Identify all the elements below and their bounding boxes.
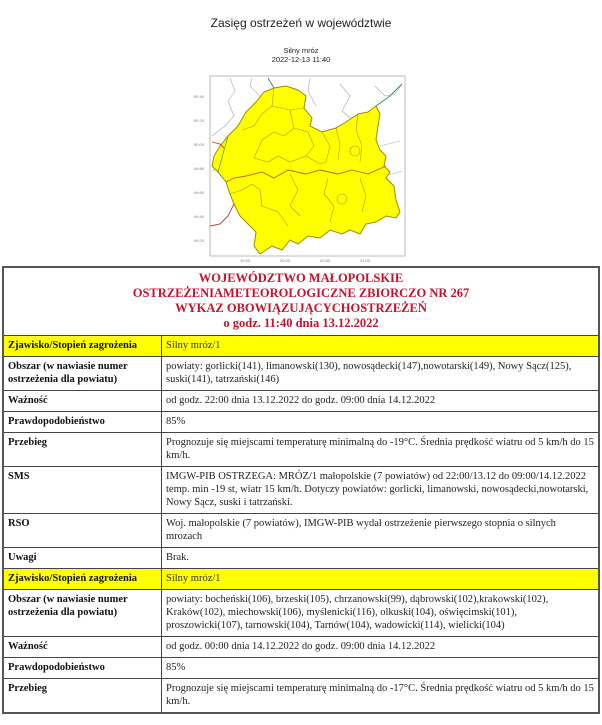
header-voivodeship: WOJEWÓDZTWO MAŁOPOLSKIE xyxy=(198,271,404,285)
warning-map xyxy=(190,66,415,266)
rso-value: Woj. małopolskie (7 powiatów), IMGW-PIB wydał ostrzeżenie pierwszego stopnia o silnych mrozach xyxy=(162,514,600,548)
header-bulletin: OSTRZEŻENIAMETEOROLOGICZNE ZBIORCZO NR 267 xyxy=(132,286,470,300)
course-label: Przebieg xyxy=(3,679,162,714)
table-row xyxy=(3,467,599,514)
table-header xyxy=(3,267,599,336)
table-row xyxy=(3,637,599,658)
table-row xyxy=(3,679,599,714)
area-label: Obszar (w nawiasie numer ostrzeżenia dla powiatu) xyxy=(3,590,162,637)
lon-ticks xyxy=(240,258,371,263)
svg-text:50.40: 50.40 xyxy=(194,94,205,99)
area-value: powiaty: gorlicki(141), limanowski(130), nowosądecki(147),nowotarski(149), Nowy Sącz(125), suski(141), tatrzański(146) xyxy=(162,357,600,391)
header-time: o godz. 11:40 dnia 13.12.2022 xyxy=(223,316,379,330)
map-subtitle xyxy=(0,46,602,64)
svg-text:49.80: 49.80 xyxy=(194,166,205,171)
table-row xyxy=(3,412,599,433)
area-label: Obszar (w nawiasie numer ostrzeżenia dla powiatu) xyxy=(3,357,162,391)
table-row xyxy=(3,590,599,637)
table-row xyxy=(3,514,599,548)
svg-text:50.00: 50.00 xyxy=(194,142,205,147)
warnings-table xyxy=(2,266,600,714)
sms-value: IMGW-PIB OSTRZEGA: MRÓZ/1 małopolskie (7 powiatów) od 22:00/13.12 do 09:00/14.12.2022 temp. min -19 st, wiatr 15 km/h. Dotyczy powiatów: gorlicki, limanowski, nowosądecki,nowotarski, Nowy Sącz, suski i tatrzański. xyxy=(162,467,600,514)
phenomenon-label: Zjawisko/Stopień zagrożenia xyxy=(3,336,162,357)
svg-text:20.50: 20.50 xyxy=(320,258,331,263)
map-title: Zasięg ostrzeżeń w województwie xyxy=(210,16,392,30)
header-list: WYKAZ OBOWIĄZUJĄCYCHOSTRZEŻEŃ xyxy=(175,301,427,315)
probability-value: 85% xyxy=(162,658,600,679)
validity-label: Ważność xyxy=(3,391,162,412)
validity-value: od godz. 22:00 dnia 13.12.2022 do godz. 09:00 dnia 14.12.2022 xyxy=(162,391,600,412)
svg-text:20.00: 20.00 xyxy=(280,258,291,263)
validity-label: Ważność xyxy=(3,637,162,658)
map-datetime: 2022-12-13 11:40 xyxy=(271,55,331,64)
table-row xyxy=(3,357,599,391)
area-value: powiaty: bocheński(106), brzeski(105), chrzanowski(99), dąbrowski(102),krakowski(102), Kraków(102), miechowski(106), myślenicki(116), olkuski(104), oświęcimski(101), proszowicki(107), tarnowski(104), Tarnów(104), wadowicki(114), wielicki(104) xyxy=(162,590,600,637)
notes-label: Uwagi xyxy=(3,548,162,569)
map-phenomenon: Silny mróz xyxy=(283,46,319,55)
table-row xyxy=(3,569,599,590)
probability-value: 85% xyxy=(162,412,600,433)
svg-text:49.20: 49.20 xyxy=(194,238,205,243)
table-row xyxy=(3,391,599,412)
phenomenon-label: Zjawisko/Stopień zagrożenia xyxy=(3,569,162,590)
sms-label: SMS xyxy=(3,467,162,514)
phenomenon-value: Silny mróz/1 xyxy=(162,336,600,357)
svg-text:50.20: 50.20 xyxy=(194,118,205,123)
rso-label: RSO xyxy=(3,514,162,548)
map-svg xyxy=(190,66,415,266)
lat-ticks xyxy=(194,94,205,243)
course-label: Przebieg xyxy=(3,433,162,467)
course-value: Prognozuje się miejscami temperaturę minimalną do -19°C. Średnia prędkość wiatru od 5 km/h do 15 km/h. xyxy=(162,433,600,467)
validity-value: od godz. 00:00 dnia 14.12.2022 do godz. 09:00 dnia 14.12.2022 xyxy=(162,637,600,658)
probability-label: Prawdopodobieństwo xyxy=(3,412,162,433)
table-header-row xyxy=(3,267,599,336)
svg-text:19.50: 19.50 xyxy=(240,258,251,263)
table-row xyxy=(3,658,599,679)
phenomenon-value: Silny mróz/1 xyxy=(162,569,600,590)
table-row xyxy=(3,433,599,467)
course-value: Prognozuje się miejscami temperaturę minimalną do -17°C. Średnia prędkość wiatru od 5 km/h do 15 km/h. xyxy=(162,679,600,714)
table-row xyxy=(3,548,599,569)
notes-value: Brak. xyxy=(162,548,600,569)
table-row xyxy=(3,336,599,357)
svg-text:49.60: 49.60 xyxy=(194,190,205,195)
probability-label: Prawdopodobieństwo xyxy=(3,658,162,679)
svg-text:21.00: 21.00 xyxy=(360,258,371,263)
svg-text:49.40: 49.40 xyxy=(194,214,205,219)
